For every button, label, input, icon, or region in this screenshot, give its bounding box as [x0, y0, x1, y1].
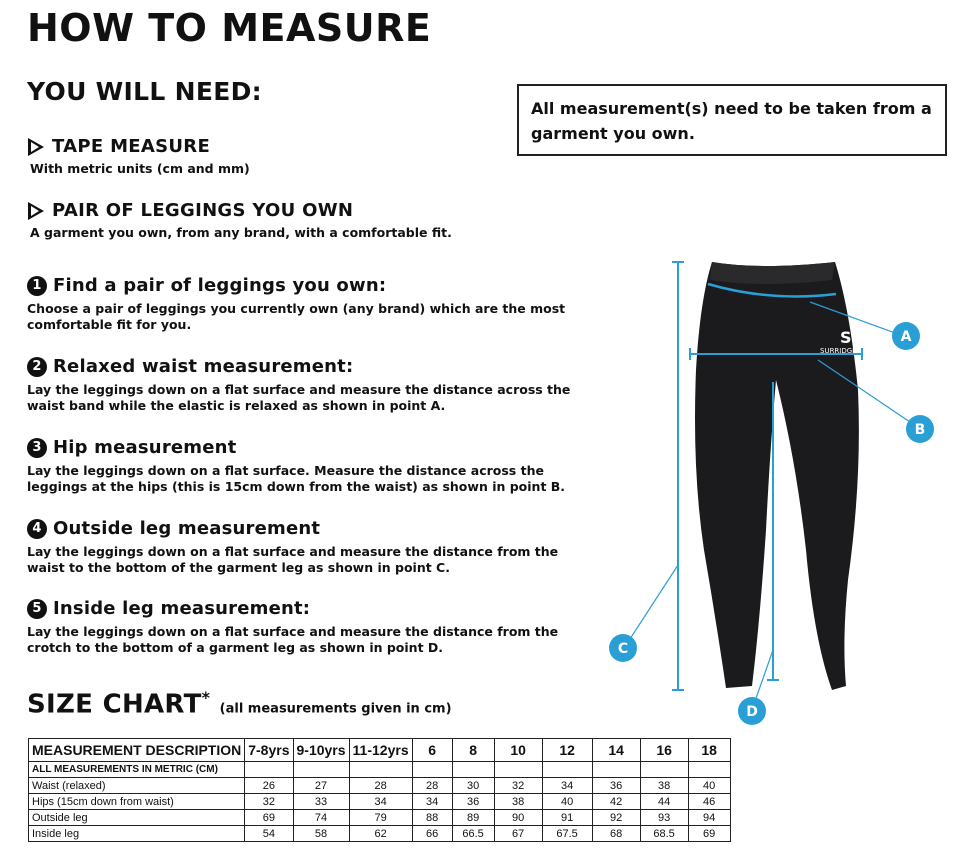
size-chart-asterisk: *	[201, 688, 211, 707]
step-title: Find a pair of leggings you own:	[53, 275, 387, 296]
table-header-cell: 6	[412, 739, 452, 762]
table-header-row	[29, 739, 731, 762]
table-cell: 32	[494, 778, 542, 794]
table-cell: 33	[293, 794, 349, 810]
table-header-cell: 18	[688, 739, 730, 762]
row-label: Outside leg	[29, 810, 245, 826]
table-cell: 93	[640, 810, 688, 826]
need-item-sub: With metric units (cm and mm)	[30, 161, 250, 176]
row-label: Inside leg	[29, 826, 245, 842]
marker-c	[609, 634, 637, 662]
step-body: Choose a pair of leggings you currently own (any brand) which are the most comfortable fit for you.	[27, 301, 566, 332]
svg-text:A: A	[900, 329, 912, 345]
table-header-cell: 12	[542, 739, 592, 762]
table-header-cell: 9-10yrs	[293, 739, 349, 762]
play-arrow-icon	[28, 202, 44, 220]
brand-logo-icon: S	[840, 328, 852, 347]
row-label: Waist (relaxed)	[29, 778, 245, 794]
table-cell: 68	[592, 826, 640, 842]
table-header-cell: 10	[494, 739, 542, 762]
step-body: Lay the leggings down on a flat surface and measure the distance across the waist band while the elastic is relaxed as shown in point A.	[27, 382, 571, 413]
table-header-cell: 16	[640, 739, 688, 762]
step-body: Lay the leggings down on a flat surface and measure the distance from the crotch to the bottom of a garment leg as shown in point D.	[27, 624, 559, 655]
table-cell: 91	[542, 810, 592, 826]
table-cell: 67.5	[542, 826, 592, 842]
step-2	[27, 356, 572, 414]
need-item-tape	[28, 136, 250, 176]
table-cell: 66	[412, 826, 452, 842]
need-item-label: TAPE MEASURE	[52, 136, 211, 157]
size-chart-title: SIZE CHART	[27, 689, 202, 720]
table-header-cell: 14	[592, 739, 640, 762]
table-cell: 46	[688, 794, 730, 810]
table-cell: 68.5	[640, 826, 688, 842]
table-row	[29, 826, 731, 842]
you-will-need-heading: YOU WILL NEED:	[27, 77, 262, 106]
svg-text:C: C	[617, 641, 629, 657]
table-cell: 92	[592, 810, 640, 826]
leggings-illustration	[600, 250, 960, 730]
table-cell: 66.5	[452, 826, 494, 842]
step-3	[27, 437, 572, 495]
table-cell: 26	[245, 778, 293, 794]
table-cell: 69	[245, 810, 293, 826]
play-arrow-icon	[28, 138, 44, 156]
need-item-sub: A garment you own, from any brand, with a comfortable fit.	[30, 225, 452, 240]
table-row	[29, 810, 731, 826]
need-item-label: PAIR OF LEGGINGS YOU OWN	[52, 200, 354, 221]
table-header-cell: 7-8yrs	[245, 739, 293, 762]
table-cell: 27	[293, 778, 349, 794]
table-cell: 34	[542, 778, 592, 794]
table-cell: 44	[640, 794, 688, 810]
table-cell: 94	[688, 810, 730, 826]
table-cell: 38	[494, 794, 542, 810]
table-cell: 36	[452, 794, 494, 810]
table-cell: 28	[349, 778, 412, 794]
step-4	[27, 518, 572, 576]
table-cell: 28	[412, 778, 452, 794]
table-cell: 40	[688, 778, 730, 794]
step-body: Lay the leggings down on a flat surface and measure the distance from the waist to the bottom of the garment leg as shown in point C.	[27, 544, 559, 575]
brand-label: SURRIDGE	[820, 347, 857, 355]
table-cell: 79	[349, 810, 412, 826]
marker-a	[892, 322, 920, 350]
svg-text:D: D	[746, 704, 758, 720]
notice-box: All measurement(s) need to be taken from a garment you own.	[517, 84, 947, 156]
table-cell: 67	[494, 826, 542, 842]
table-cell: 69	[688, 826, 730, 842]
table-cell: 88	[412, 810, 452, 826]
table-cell: 36	[592, 778, 640, 794]
step-title: Outside leg measurement	[53, 518, 321, 539]
table-cell: 90	[494, 810, 542, 826]
table-header-cell: 11-12yrs	[349, 739, 412, 762]
step-number: 1	[27, 276, 47, 296]
table-cell: 62	[349, 826, 412, 842]
table-cell: 74	[293, 810, 349, 826]
size-chart-note: (all measurements given in cm)	[219, 701, 452, 717]
size-chart-table	[28, 738, 731, 842]
table-row	[29, 762, 731, 778]
table-row	[29, 778, 731, 794]
step-title: Relaxed waist measurement:	[53, 356, 354, 377]
table-header-cell: 8	[452, 739, 494, 762]
table-cell: 42	[592, 794, 640, 810]
step-number: 2	[27, 357, 47, 377]
table-cell: 34	[349, 794, 412, 810]
table-cell: 58	[293, 826, 349, 842]
table-row	[29, 794, 731, 810]
step-title: Inside leg measurement:	[53, 598, 311, 619]
table-cell: 32	[245, 794, 293, 810]
page-title: HOW TO MEASURE	[27, 6, 432, 50]
step-1	[27, 275, 572, 333]
table-cell: 54	[245, 826, 293, 842]
marker-d	[738, 697, 766, 725]
table-header-cell: MEASUREMENT DESCRIPTION	[29, 739, 245, 762]
table-cell: 40	[542, 794, 592, 810]
table-cell: 30	[452, 778, 494, 794]
step-number: 5	[27, 599, 47, 619]
leggings-shape	[695, 262, 859, 690]
size-chart-heading	[27, 688, 452, 720]
step-body: Lay the leggings down on a flat surface. Measure the distance across the leggings at the hips (this is 15cm down from the waist) as shown in point B.	[27, 463, 566, 494]
table-cell: 89	[452, 810, 494, 826]
svg-text:B: B	[914, 422, 926, 438]
step-number: 4	[27, 519, 47, 539]
marker-b	[906, 415, 934, 443]
step-5	[27, 598, 572, 656]
row-label: Hips (15cm down from waist)	[29, 794, 245, 810]
need-item-leggings	[28, 200, 452, 240]
metric-note: ALL MEASUREMENTS IN METRIC (CM)	[29, 762, 245, 778]
table-cell: 38	[640, 778, 688, 794]
step-number: 3	[27, 438, 47, 458]
step-title: Hip measurement	[53, 437, 237, 458]
table-cell: 34	[412, 794, 452, 810]
